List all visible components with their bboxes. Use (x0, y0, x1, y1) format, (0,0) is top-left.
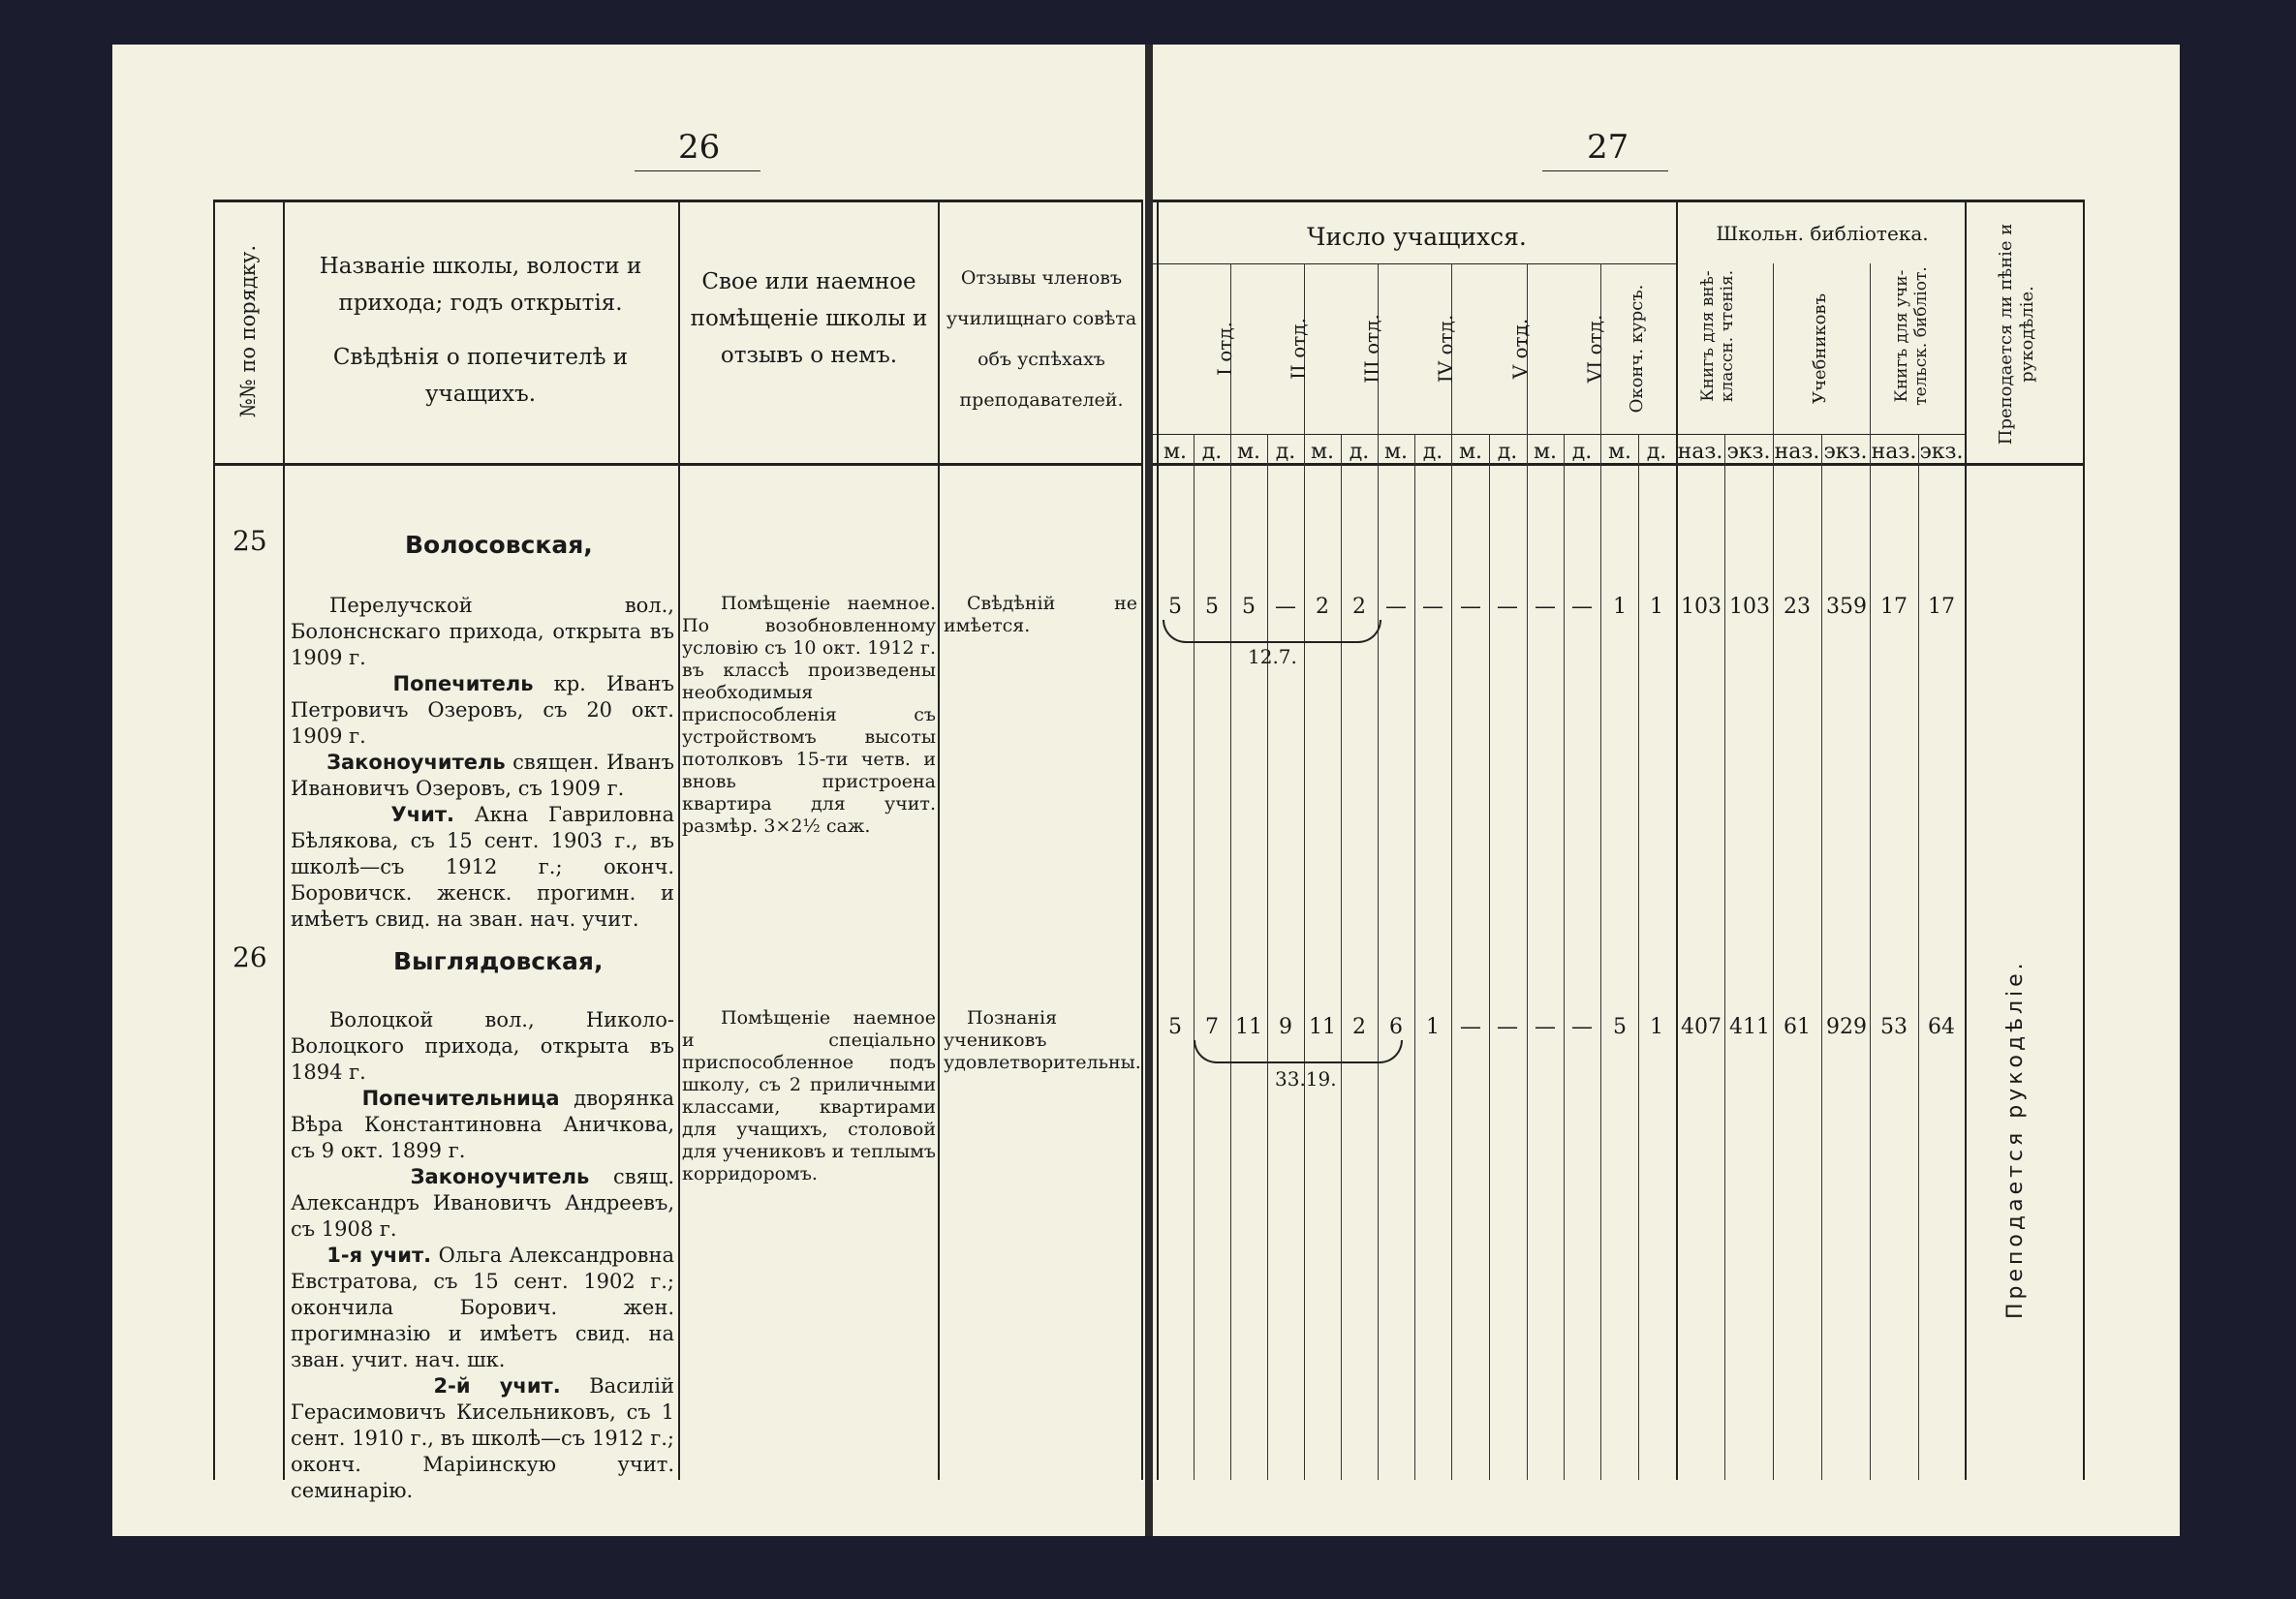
library-header: Книгъ для внѣ- классн. чтенія. (1698, 269, 1737, 403)
grade-header: I отд. (1213, 321, 1236, 377)
count-cell: 2 (1352, 1015, 1366, 1039)
column-rule (1304, 263, 1305, 1480)
column-rule (1676, 200, 1678, 1480)
column-rule (1724, 434, 1725, 1480)
count-cell: 5 (1613, 1015, 1627, 1039)
column-rule (678, 200, 680, 1480)
school-review: Свѣдѣній не имѣется. (944, 593, 1137, 636)
brace-total: 12.7. (1248, 645, 1297, 668)
column-rule (1414, 434, 1415, 1480)
column-rule (1341, 434, 1342, 1480)
count-cell: 17 (1880, 595, 1908, 619)
column-rule (1451, 263, 1452, 1480)
count-cell: — (1497, 1015, 1518, 1039)
page-number-rule (635, 170, 760, 171)
lib-sub-label: экз. (1823, 440, 1868, 464)
header-handwork: Преподается ли пѣніе и рукодѣліе. (1996, 223, 2037, 446)
header-number: №№ по порядку. (236, 244, 260, 418)
count-cell: 11 (1309, 1015, 1336, 1039)
column-rule (1194, 434, 1195, 1480)
grade-header: III отд. (1360, 314, 1383, 384)
count-cell: — (1535, 595, 1556, 619)
school-review: Познанія учениковъ удовлетворительны. (944, 1007, 1141, 1073)
md-label: м. (1236, 440, 1261, 464)
column-rule (213, 200, 215, 1480)
count-cell: 7 (1205, 1015, 1219, 1039)
count-cell: 5 (1205, 595, 1219, 619)
count-cell: 53 (1880, 1015, 1908, 1039)
count-cell: 1 (1650, 1015, 1663, 1039)
book-spine (1145, 45, 1153, 1536)
grade-header: V отд. (1508, 318, 1532, 380)
md-label: м. (1533, 440, 1558, 464)
column-rule (1157, 200, 1159, 1480)
count-cell: 6 (1389, 1015, 1403, 1039)
lib-sub-label: наз. (1871, 440, 1917, 464)
school-name: Выглядовская, (393, 947, 604, 975)
header-reviews: Отзывы членовъ училищнаго совѣта объ успѣхахъ преподавателей. (946, 267, 1137, 411)
students-rule (1153, 263, 1676, 264)
column-rule (2083, 200, 2085, 1480)
school-details: Перелучской вол., Болонснскаго прихода, открыта въ 1909 г. Попечитель кр. Иванъ Петровичъ Озеровъ, съ 20 окт. 1909 г. Законоучитель священ. Иванъ Ивановичъ Озеровъ, съ 1909 г. Учит. Акна Гавриловна Бѣлякова, съ 15 сент. 1903 г., въ школѣ—съ 1912 г.; оконч. Боровичск. женск. прогимн. и имѣетъ свид. на зван. нач. учит. (291, 594, 674, 931)
count-cell: 411 (1729, 1015, 1770, 1039)
md-label: м. (1383, 440, 1409, 464)
md-label: д. (1571, 440, 1593, 464)
count-cell: 103 (1681, 595, 1722, 619)
md-label: д. (1646, 440, 1667, 464)
brace (1194, 1040, 1403, 1063)
md-label: д. (1422, 440, 1443, 464)
count-cell: 61 (1784, 1015, 1811, 1039)
header-trustee: Свѣдѣнія о попечителѣ и учащихъ. (332, 345, 629, 407)
column-rule (1230, 263, 1231, 1480)
column-rule (1965, 200, 1967, 1480)
header-students: Число учащихся. (1307, 223, 1527, 251)
lib-sub-label: наз. (1677, 440, 1723, 464)
brace-total: 33.19. (1275, 1067, 1337, 1091)
column-rule (1527, 263, 1528, 1480)
count-cell: 5 (1242, 595, 1256, 619)
column-rule (1489, 434, 1490, 1480)
school-premises: Помѣщеніе наемное и спеціально приспособленное подъ школу, съ 2 приличными классами, квартирами для учащихъ, столовой для учениковъ и теплымъ корридоромъ. (682, 1007, 936, 1184)
count-cell: 64 (1928, 1015, 1955, 1039)
md-label: м. (1310, 440, 1335, 464)
count-cell: 1 (1650, 595, 1663, 619)
count-cell: 2 (1316, 595, 1329, 619)
header-name: Названіе школы, волости и прихода; годъ открытія. (319, 254, 642, 316)
column-rule (1638, 434, 1639, 1480)
md-label: м. (1607, 440, 1632, 464)
lib-sub-label: наз. (1774, 440, 1820, 464)
library-header: Учебниковъ (1810, 292, 1830, 405)
count-cell: — (1535, 1015, 1556, 1039)
page-number-right: 27 (1587, 128, 1629, 167)
grade-header: Оконч. курсъ. (1627, 284, 1647, 414)
md-label: м. (1163, 440, 1188, 464)
brace (1163, 620, 1381, 643)
school-number: 25 (233, 525, 267, 557)
lib-sub-label: экз. (1726, 440, 1771, 464)
count-cell: 23 (1784, 595, 1811, 619)
count-cell: 359 (1826, 595, 1867, 619)
column-rule (1600, 263, 1601, 1480)
grade-header: IV отд. (1434, 314, 1457, 384)
page-number-rule (1542, 170, 1668, 171)
library-header: Книгъ для учи- тельск. библіот. (1892, 266, 1931, 406)
lib-sub-label: экз. (1919, 440, 1964, 464)
count-cell: 103 (1729, 595, 1770, 619)
column-rule (1267, 434, 1268, 1480)
column-rule (938, 200, 940, 1480)
count-cell: 1 (1613, 595, 1627, 619)
count-cell: 11 (1235, 1015, 1262, 1039)
count-cell: — (1571, 595, 1593, 619)
count-cell: 2 (1352, 595, 1366, 619)
header-premises: Свое или наемное помѣщеніе школы и отзывъ о немъ. (690, 269, 928, 368)
count-cell: — (1460, 1015, 1481, 1039)
table-top-rule (1153, 200, 2083, 202)
md-label: д. (1201, 440, 1223, 464)
column-rule (1918, 434, 1919, 1480)
md-label: д. (1349, 440, 1370, 464)
column-rule (1141, 200, 1143, 1480)
count-cell: 5 (1168, 1015, 1182, 1039)
grade-header: II отд. (1287, 318, 1310, 380)
count-cell: 1 (1426, 1015, 1440, 1039)
count-cell: — (1275, 595, 1296, 619)
count-cell: 407 (1681, 1015, 1722, 1039)
handwork-note: Преподается рукодѣліе. (2003, 959, 2028, 1319)
count-cell: — (1422, 595, 1443, 619)
md-label: м. (1458, 440, 1483, 464)
school-details: Волоцкой вол., Николо-Волоцкого прихода, открыта въ 1894 г. Попечительница дворянка Вѣра Константиновна Аничкова, съ 9 окт. 1899 г. Законоучитель свящ. Александръ Ивановичъ Андреевъ, съ 1908 г. 1-я учит. Ольга Александровна Евстратова, съ 15 сент. 1902 г.; окончила Борович. жен. прогимназію и имѣетъ свид. на зван. учит. нач. шк. 2-й учит. Василій Герасимовичъ Кисельниковъ, съ 1 сент. 1910 г., въ школѣ—съ 1912 г.; оконч. Маріинскую учит. семинарію. (291, 1008, 674, 1502)
count-cell: — (1460, 595, 1481, 619)
count-cell: — (1571, 1015, 1593, 1039)
count-cell: — (1385, 595, 1407, 619)
school-number: 26 (233, 941, 267, 973)
count-cell: 929 (1826, 1015, 1867, 1039)
school-name: Волосовская, (405, 531, 593, 559)
grade-header: VI отд. (1583, 314, 1606, 384)
count-cell: — (1497, 595, 1518, 619)
column-rule (1821, 434, 1822, 1480)
count-cell: 17 (1928, 595, 1955, 619)
column-rule (1378, 263, 1379, 1480)
school-premises: Помѣщеніе наемное. По возобновленному условію съ 10 окт. 1912 г. въ классѣ произведены необходимыя приспособленія съ устройствомъ высоты потолковъ 15-ти четв. и вновь пристроена квартира для учит. размѣр. 3×2½ саж. (682, 593, 936, 837)
column-rule (283, 200, 285, 1480)
subheader-rule (1153, 434, 1965, 435)
md-label: д. (1275, 440, 1296, 464)
column-rule (1564, 434, 1565, 1480)
count-cell: 5 (1168, 595, 1182, 619)
md-label: д. (1497, 440, 1518, 464)
page-number-left: 26 (678, 128, 721, 167)
header-library: Школьн. библіотека. (1716, 222, 1929, 245)
count-cell: 9 (1279, 1015, 1292, 1039)
